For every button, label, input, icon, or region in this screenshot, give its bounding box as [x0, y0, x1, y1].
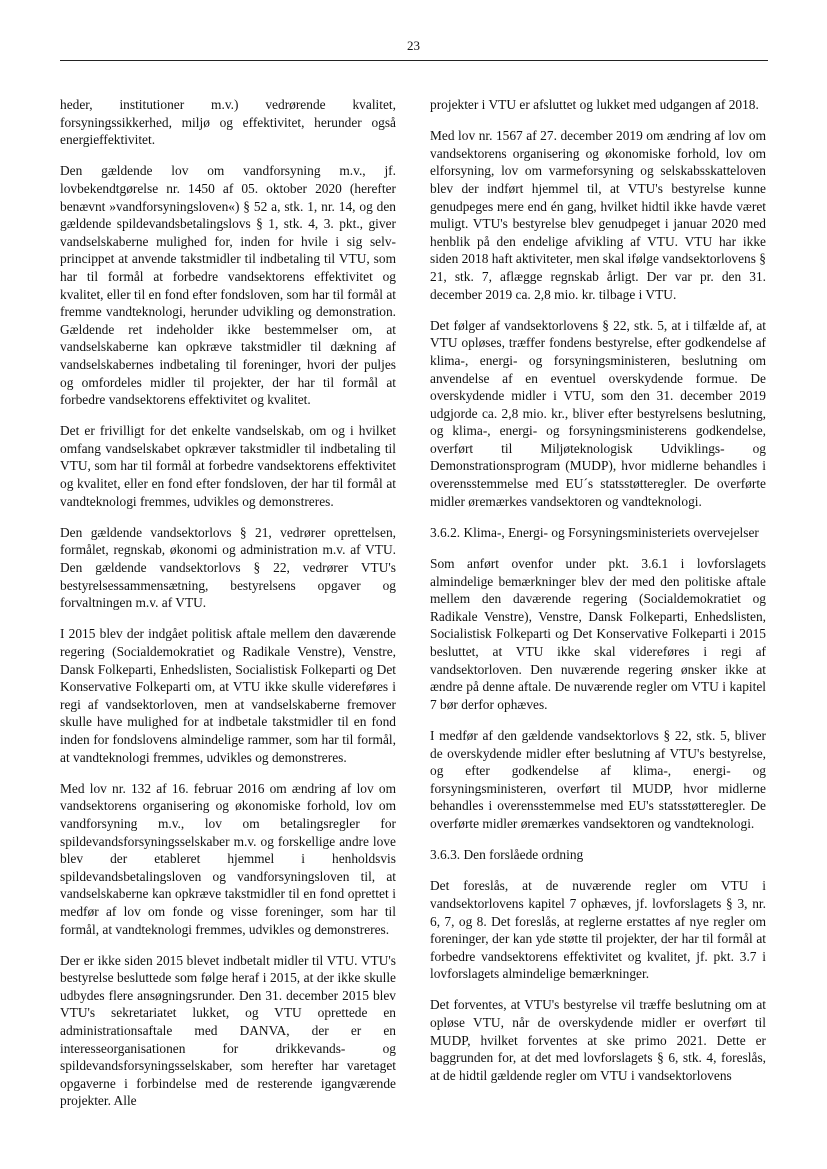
paragraph: projekter i VTU er afsluttet og lukket med udgangen af 2018.	[430, 97, 759, 112]
paragraph: Som anført ovenfor under pkt. 3.6.1 i lovforslagets almindelige bemærkninger blev der med den politiske aftale mellem den daværende regering (Socialdemokratiet og Radikale Venstre), Venstre, Dansk Folkeparti, Enhedslisten, Socialistisk Folkeparti og Det Konservative Folkeparti i 2015 besluttet, at VTU ikke skal videreføres i regi af vandsektorloven. Den nuværende regering ønsker ikke at ændre på denne aftale. De nuværende regler om VTU i kapitel 7 bør derfor ophæves.	[430, 556, 766, 712]
paragraph: Det forventes, at VTU's bestyrelse vil træffe beslutning om at opløse VTU, når de overskydende midler er overført til MUDP, hvilket forventes at ske primo 2021. Dette er baggrunden for, at det med lovforslagets § 6, stk. 4, foreslås, at de hidtil gældende regler om VTU i vandsektorlovens	[430, 997, 766, 1083]
paragraph: Der er ikke siden 2015 blevet indbetalt midler til VTU. VTU's bestyrelse besluttede som følge heraf i 2015, at der ikke skulle udbydes flere ansøgningsrunder. Den 31. december 2015 blev VTU's sekretariatet lukket, og VTU oprettede en administrationsaftale med DANVA, der er en interesseorganisationen for drikkevands- og spildevandsforsyningsselskaber, som herefter har varetaget opgaverne i forbindelse med de resterende igangværende projekter. Alle	[60, 952, 396, 1109]
right-column	[430, 96, 766, 1098]
section-heading: 3.6.2. Klima-, Energi- og Forsyningsministeriets overvejelser	[430, 524, 759, 540]
paragraph: I medfør af den gældende vandsektorlovs § 22, stk. 5, bliver de overskydende midler efter beslutning af VTU's bestyrelse, og efter godkendelse af klima-, energi- og forsyningsministeren, overført til MUDP, hvor midlerne behandles i overensstemmelse med EU's statsstøtteregler. De overførte midler øremærkes vandsektoren og vandteknologi.	[430, 727, 766, 831]
left-column	[60, 96, 396, 1124]
paragraph: Det foreslås, at de nuværende regler om VTU i vandsektorlovens kapitel 7 ophæves, jf. lovforslagets § 3, nr. 6, 7, og 8. Det foreslås, at reglerne erstattes af nye regler om foreninger, der kan yde støtte til projekter, der har til formål at forbedre vandsektorens effektivitet og kvalitet, jf. pkt. 3.7 i lovforslagets almindelige bemærkninger.	[430, 878, 766, 982]
paragraph: Med lov nr. 132 af 16. februar 2016 om ændring af lov om vandsektorens organisering og økonomiske forhold, lov om vandforsyning m.v., lov om betalingsregler for spildevandsforsyningsselskaber m.v. og forskellige andre love blev der etableret hjemmel i henholdsvis spildevandsbetalingsloven og vandforsyningsloven til, at vandselskaberne kan opkræve takstmidler til en fond oprettet i medfør af lov om fonde og visse foreninger, som har til formål, at vandteknologi fremmes, udvikles og demonstreres.	[60, 780, 396, 937]
paragraph: Den gældende lov om vandforsyning m.v., jf. lovbekendtgørelse nr. 1450 af 05. oktober 2020 (herefter benævnt »vandforsyningsloven«) § 52 a, stk. 1, nr. 14, og den gældende spildevandsbetalingslovs § 1, stk. 4, 3. pkt., giver vandselskaberne mulighed for, inden for hvile i sig selv-princippet at anvende takstmidler til indbetaling til VTU, som har til formål at forbedre vandsektorens effektivitet og kvalitet, eller til en fond efter fondsloven, som har til formål at fremme vandteknologi, herunder udvikling og demonstration. Gældende ret indeholder ikke bestemmelser om, at vandselskaberne kan opkræve takstmidler til dækning af vandselskabernes indbetaling til foreninger, hvori der puljes og omfordeles midler til projekter, der har til formål at forbedre vandsektorens effektivitet og kvalitet.	[60, 163, 396, 408]
paragraph: I 2015 blev der indgået politisk aftale mellem den daværende regering (Socialdemokratiet og Radikale Venstre), Venstre, Dansk Folkeparti, Enhedslisten, Socialistisk Folkeparti og Det Konservative Folkeparti om, at VTU ikke skulle videreføres i regi af vandsektorloven, men at vandselskaberne fremover skulle have mulighed for at indbetale takstmidler til en fond inden for fondslovens almindelige rammer, som har til formål, at vandteknologi fremmes, udvikles og demonstreres.	[60, 626, 396, 765]
page-number: 23	[407, 38, 420, 53]
paragraph: Det følger af vandsektorlovens § 22, stk. 5, at i tilfælde af, at VTU opløses, træffer fondens bestyrelse, efter godkendelse af klima-, energi- og forsyningsministeren, beslutning om anvendelse af en eventuel overskydende formue. De overskydende midler i VTU, som den 31. december 2019 udgjorde ca. 2,8 mio. kr., bliver efter bestyrelsens beslutning, og klima-, energi- og forsyningsministerens godkendelse, overført til Miljøteknologisk Udviklings- og Demonstrationsprogram (MUDP), hvor midlerne behandles i overensstemmelse med EU´s statsstøtteregler. De overførte midler øremærkes vandsektoren og vandteknologi.	[430, 317, 766, 509]
paragraph: heder, institutioner m.v.) vedrørende kvalitet, forsyningssikkerhed, miljø og effektivitet, herunder også energieffektivitet.	[60, 97, 396, 148]
paragraph: Den gældende vandsektorlovs § 21, vedrører oprettelsen, formålet, regnskab, økonomi og administration m.v. af VTU. Den gældende vandsektorlovs § 22, vedrører VTU's bestyrelsessammensætning, bestyrelsens opgaver og forvaltningen m.v. af VTU.	[60, 524, 396, 611]
paragraph: Det er frivilligt for det enkelte vandselskab, om og i hvilket omfang vandselskabet opkræver takstmidler til indbetaling til VTU, som har til formål at forbedre vandsektorens effektivitet og kvalitet, eller en fond efter fondsloven, der har til formål at vandteknologi fremmes, udvikles og demonstreres.	[60, 423, 396, 509]
paragraph: Med lov nr. 1567 af 27. december 2019 om ændring af lov om vandsektorens organisering og økonomiske forhold, lov om elforsyning, lov om varmeforsyning og selskabsskatteloven blev der indført hjemmel til, at VTU's bestyrelse kunne genudpeges mere end én gang, hvilket hidtil ikke havde været muligt. VTU's bestyrelse blev genudpeget i januar 2020 med henblik på den endelige afvikling af VTU. VTU har ikke siden 2018 haft aktiviteter, men skal ifølge vandsektorlovens § 21, stk. 7, aflægge regnskab årligt. Der var pr. den 31. december 2019 ca. 2,8 mio. kr. tilbage i VTU.	[430, 128, 767, 302]
section-heading: 3.6.3. Den forslåede ordning	[430, 847, 584, 863]
header-rule	[60, 60, 768, 61]
